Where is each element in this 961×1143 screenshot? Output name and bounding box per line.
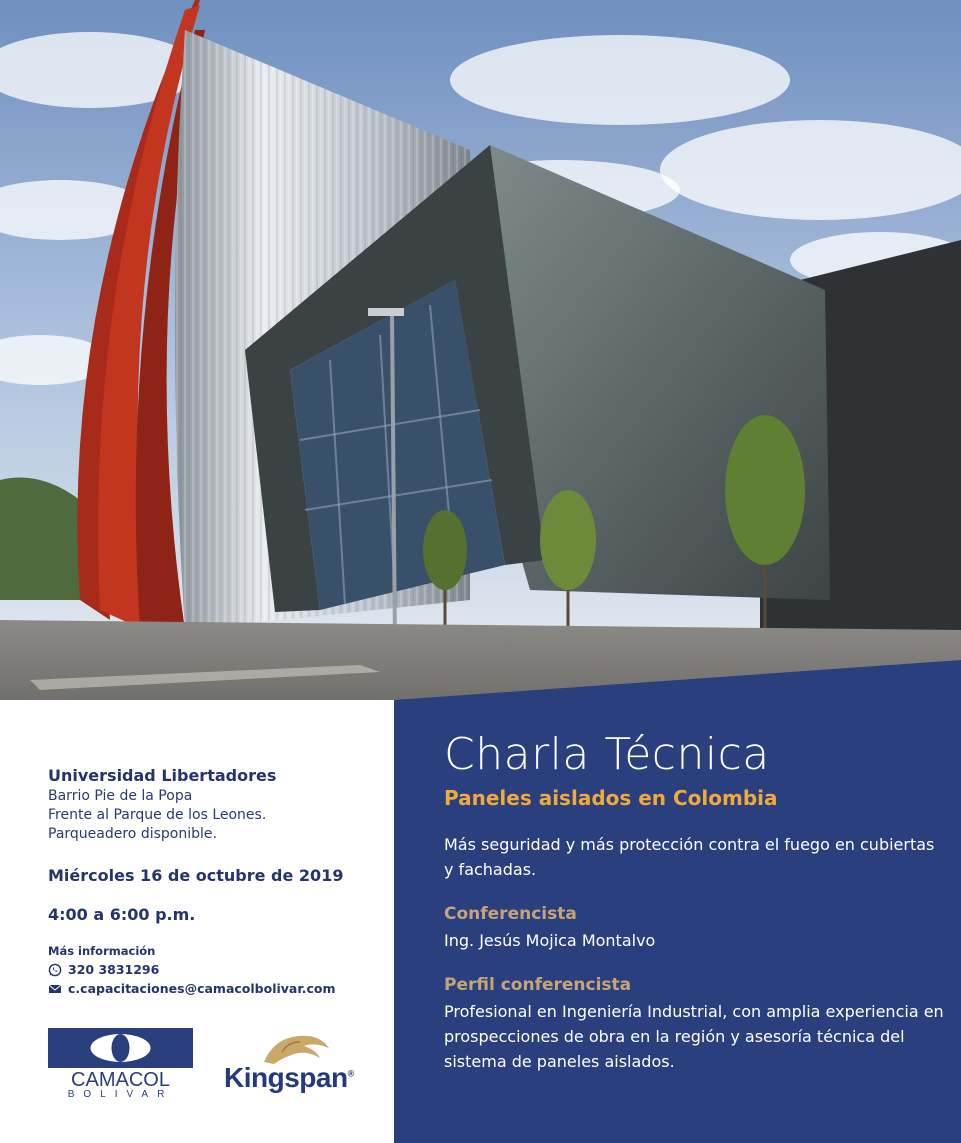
whatsapp-icon (48, 963, 62, 977)
sponsor-logos (48, 1028, 378, 1108)
talk-description: Más seguridad y más protección contra el fuego en cubiertas y fachadas. (444, 835, 935, 879)
speaker-name: Ing. Jesús Mojica Montalvo (444, 931, 656, 950)
kingspan-wordmark: Kingspan (224, 1062, 348, 1093)
camacol-logo (48, 1028, 193, 1100)
info-panel (394, 660, 961, 1143)
talk-title: Charla Técnica (444, 729, 770, 780)
hill (0, 478, 80, 601)
event-date: Miércoles 16 de octubre de 2019 (48, 866, 344, 885)
camacol-wordmark: CAMACOL (71, 1069, 170, 1091)
phone-number: 320 3831296 (68, 962, 160, 977)
registered-mark: ® (347, 1068, 354, 1079)
more-info-heading: Más información (48, 944, 156, 958)
event-time: 4:00 a 6:00 p.m. (48, 905, 196, 924)
email-address: c.capacitaciones@camacolbolivar.com (68, 981, 336, 996)
profile-text: Profesional en Ingeniería Industrial, con amplia experiencia en prospecciones de obra en la región y asesoría técnica del sistema de paneles aislados. (444, 1002, 944, 1071)
speaker-heading: Conferencista (444, 904, 577, 924)
camacol-emblem-icon (48, 1028, 193, 1068)
camacol-subtitle: BOLIVAR (67, 1089, 174, 1100)
envelope-icon (48, 982, 62, 996)
venue-line: Barrio Pie de la Popa (48, 788, 193, 804)
kingspan-logo (224, 1028, 374, 1104)
phone-row[interactable] (48, 962, 378, 977)
event-details (48, 766, 378, 996)
talk-subtitle: Paneles aislados en Colombia (444, 786, 778, 810)
venue-line: Frente al Parque de los Leones. (48, 807, 267, 823)
email-row[interactable] (48, 981, 378, 996)
venue-name: Universidad Libertadores (48, 766, 277, 785)
venue-line: Parqueadero disponible. (48, 826, 217, 842)
profile-heading: Perfil conferencista (444, 975, 632, 995)
